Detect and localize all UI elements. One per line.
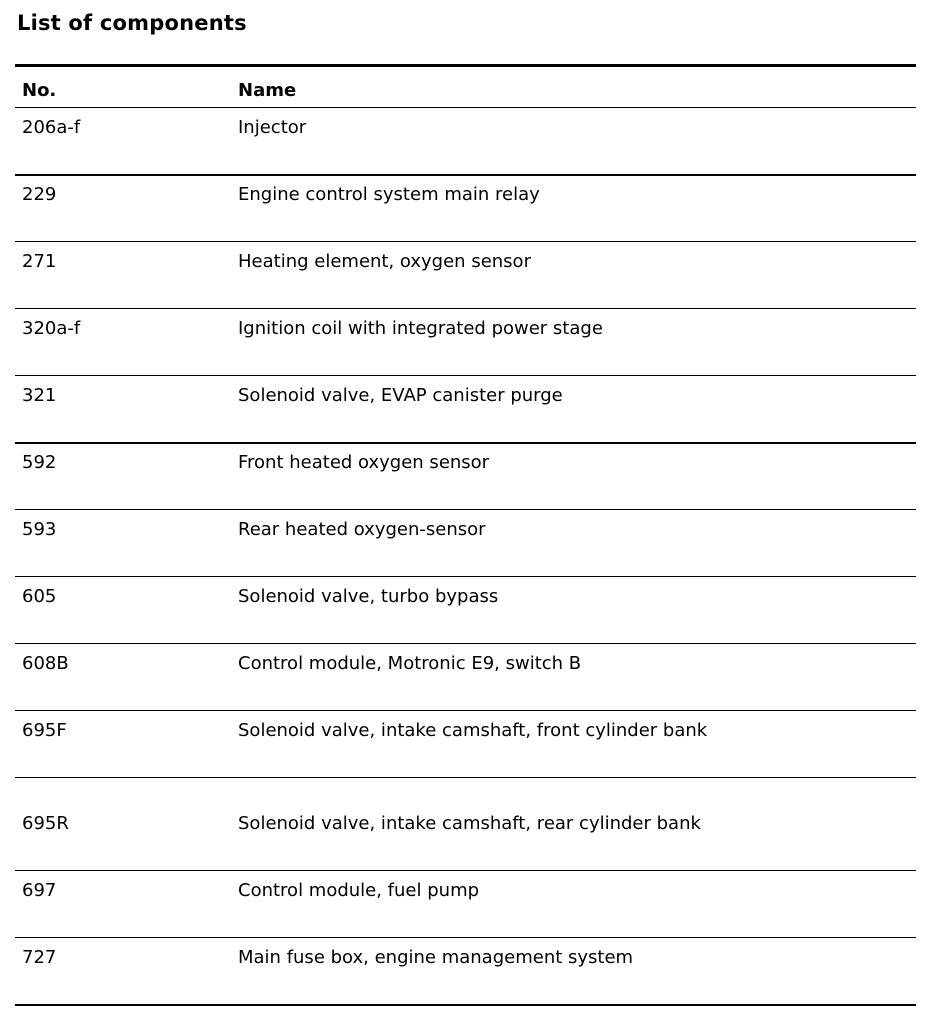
- component-name: Engine control system main relay: [238, 184, 540, 205]
- table-row: [15, 937, 916, 1004]
- component-name: Solenoid valve, intake camshaft, front cylinder bank: [238, 720, 708, 741]
- component-name: Heating element, oxygen sensor: [238, 251, 531, 272]
- component-name: Control module, fuel pump: [238, 880, 480, 901]
- component-number: 592: [22, 452, 57, 473]
- table-bottom-rule: [15, 1004, 916, 1006]
- component-number: 695R: [22, 813, 69, 834]
- table-row: [15, 777, 916, 870]
- component-number: 271: [22, 251, 57, 272]
- component-number: 593: [22, 519, 57, 540]
- component-name: Main fuse box, engine management system: [238, 947, 634, 968]
- component-number: 206a-f: [22, 117, 81, 138]
- table-row: [15, 375, 916, 442]
- component-number: 229: [22, 184, 57, 205]
- component-name: Solenoid valve, EVAP canister purge: [238, 385, 563, 406]
- table-row: [15, 576, 916, 643]
- component-name: Control module, Motronic E9, switch B: [238, 653, 582, 674]
- component-number: 695F: [22, 720, 67, 741]
- component-number: 727: [22, 947, 57, 968]
- page-title: List of components: [17, 11, 247, 35]
- component-number: 608B: [22, 653, 69, 674]
- component-number: 605: [22, 586, 57, 607]
- component-name: Injector: [238, 117, 307, 138]
- component-name: Solenoid valve, turbo bypass: [238, 586, 499, 607]
- table-row: [15, 710, 916, 777]
- table-header-row: [15, 64, 916, 107]
- table-row: [15, 174, 916, 241]
- component-name: Ignition coil with integrated power stage: [238, 318, 603, 339]
- component-name: Rear heated oxygen-sensor: [238, 519, 486, 540]
- component-number: 321: [22, 385, 57, 406]
- table-row: [15, 643, 916, 710]
- component-name: Solenoid valve, intake camshaft, rear cylinder bank: [238, 813, 701, 834]
- table-row: [15, 442, 916, 509]
- header-name: Name: [238, 80, 297, 101]
- table-row: [15, 308, 916, 375]
- component-number: 320a-f: [22, 318, 81, 339]
- components-table: [15, 64, 916, 1006]
- table-row: [15, 870, 916, 937]
- table-row: [15, 241, 916, 308]
- table-row: [15, 107, 916, 174]
- header-no: No.: [22, 80, 57, 101]
- component-number: 697: [22, 880, 57, 901]
- component-name: Front heated oxygen sensor: [238, 452, 490, 473]
- table-row: [15, 509, 916, 576]
